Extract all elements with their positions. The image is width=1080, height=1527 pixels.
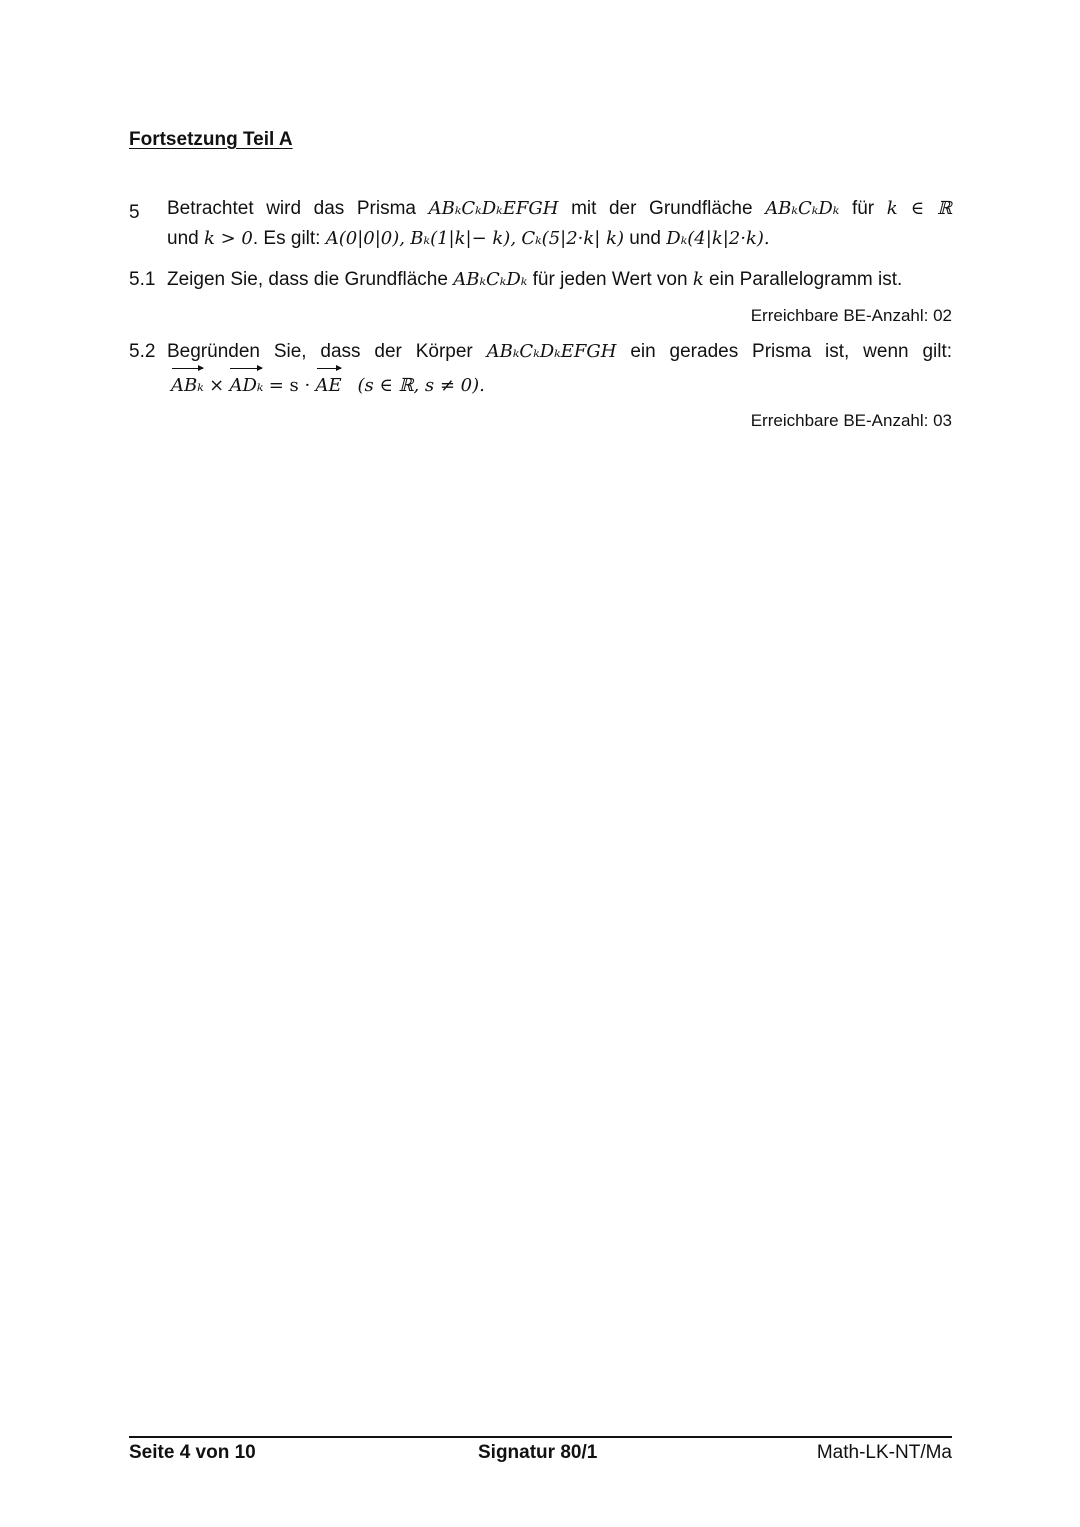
condition: k > 0 xyxy=(203,228,253,249)
text: Begründen Sie, dass der Körper xyxy=(167,341,473,362)
section-heading: Fortsetzung Teil A xyxy=(129,129,293,150)
point-a: A(0|0|0), xyxy=(325,228,405,249)
vector-ad: ADₖ xyxy=(229,371,263,401)
task-5-2-line-1 xyxy=(167,337,952,367)
signature: Signatur 80/1 xyxy=(478,1442,598,1463)
text: ein Parallelogramm ist. xyxy=(709,269,903,290)
base-name: ABₖCₖDₖ xyxy=(765,198,840,219)
task-5-2-number: 5.2 xyxy=(129,341,156,362)
text: für xyxy=(851,198,875,219)
task-5-line-2 xyxy=(167,224,952,254)
condition: k ∈ ℝ xyxy=(886,198,953,219)
be-count-5-2: Erreichbare BE-Anzahl: 03 xyxy=(750,411,952,430)
task-5-1-text xyxy=(167,265,952,295)
task-5-text xyxy=(167,194,952,254)
variable-k: k xyxy=(692,269,704,290)
course-code: Math-LK-NT/Ma xyxy=(816,1442,952,1463)
point-d: Dₖ(4|k|2·k). xyxy=(666,228,770,249)
footer-divider xyxy=(129,1436,952,1438)
base-name: ABₖCₖDₖ xyxy=(453,269,528,290)
vector-formula xyxy=(167,371,952,401)
vector-ab: ABₖ xyxy=(171,371,204,401)
text: mit der Grundfläche xyxy=(571,198,753,219)
be-count-5-1: Erreichbare BE-Anzahl: 02 xyxy=(750,306,952,325)
task-5-line-1 xyxy=(167,194,952,224)
text: und xyxy=(629,228,661,249)
prism-name: ABₖCₖDₖEFGH xyxy=(428,198,559,219)
task-5-number: 5 xyxy=(129,202,140,223)
point-b: Bₖ(1|k|− k), xyxy=(410,228,517,249)
prism-name: ABₖCₖDₖEFGH xyxy=(486,341,617,362)
task-5-2-text xyxy=(167,337,952,401)
point-c: Cₖ(5|2·k| k) xyxy=(521,228,625,249)
text: Zeigen Sie, dass die Grundfläche xyxy=(167,269,448,290)
scalar-condition: (s ∈ ℝ, s ≠ 0). xyxy=(357,375,485,396)
equals-scalar: = s · xyxy=(268,375,311,396)
page-number: Seite 4 von 10 xyxy=(129,1442,256,1463)
task-5-1-number: 5.1 xyxy=(129,269,156,290)
vector-ae: AE xyxy=(316,371,342,401)
cross-operator: × xyxy=(209,375,225,396)
text: . Es gilt: xyxy=(252,228,321,249)
text: für jeden Wert von xyxy=(532,269,688,290)
text: Betrachtet wird das Prisma xyxy=(167,198,416,219)
text: und xyxy=(167,228,199,249)
text: ein gerades Prisma ist, wenn gilt: xyxy=(630,341,953,362)
